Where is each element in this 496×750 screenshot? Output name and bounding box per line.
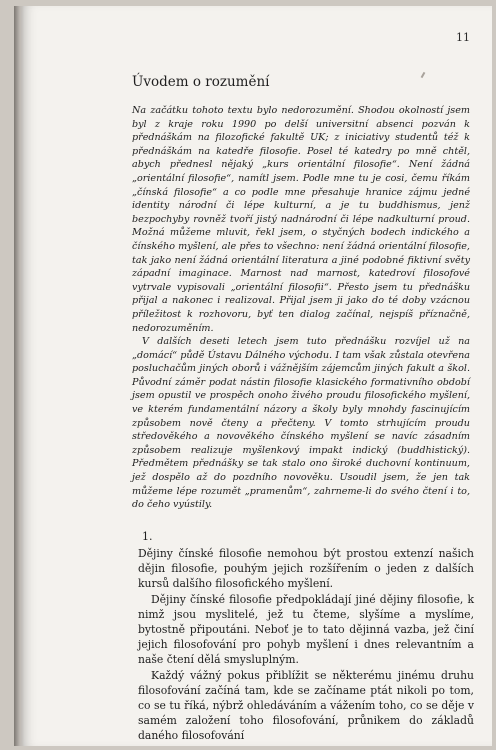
book-gutter <box>14 6 24 746</box>
chapter-heading: Úvodem o rozumění <box>132 74 270 90</box>
body-paragraph-2: Dějiny čínské filosofie předpokládají jiné dějiny filosofie, k nimž jsou myslitelé, jež tu čteme, slyšíme a myslíme, bytostně připoutáni. Neboť je to tato dějinná vazba, jež činí jejich filosofování pro pohyb myšlení i dnes relevantním a naše čtení dělá smysluplným. <box>138 592 474 667</box>
section-number: 1. <box>142 530 153 543</box>
italic-preface <box>132 104 470 512</box>
body-paragraph-1: Dějiny čínské filosofie nemohou být prostou extenzí našich dějin filosofie, pouhým jejich rozšířením o jeden z dalších kursů dalšího filosofického myšlení. <box>138 547 474 591</box>
section-body <box>138 546 474 744</box>
preface-paragraph-2: V dalších deseti letech jsem tuto přednášku rozvíjel už na „domácí“ půdě Ústavu Dálného východu. I tam však zůstala otevřena posluchačům jiných oborů i vážnějším zájemcům jiných fakult a škol. Původní záměr podat nástin filosofie klasického formativního období jsem opustil ve prospěch onoho živého proudu filosofického myšlení, ve kterém fundamentální názory a školy byly mnohdy fascinujícím způsobem nově čteny a přečteny. V tomto strhujícím proudu středověkého a novověkého čínského myšlení se navíc zásadním způsobem realizuje myšlenkový impakt indický (buddhistický). Předmětem přednášky se tak stalo ono široké duchovní kontinuum, jež dospělo až do pozdního novověku. Usoudil jsem, že jen tak můžeme lépe rozumět „pramenům“, zahrneme-li do svého čtení i to, do čeho vyústily. <box>132 336 470 511</box>
page-number: 11 <box>456 31 470 44</box>
pencil-mark <box>421 72 426 78</box>
preface-paragraph-1: Na začátku tohoto textu bylo nedorozumění. Shodou okolností jsem byl z kraje roku 1990 po delší universitní absenci pozván k přednáškám na filozofické fakultě UK; z iniciativy studentů též k přednáškám na katedře filosofie. Posel té katedry po mně chtěl, abych přednesl nějaký „kurs orientální filosofie“. Není žádná „orientální filosofie“, namítl jsem. Podle mne tu je cosi, čemu říkám „čínská filosofie“ a co podle mne přesahuje hranice zájmu jedné identity národní či lépe kulturní, a je tu buddhismus, jenž bezpochyby rovněž tvoří jistý nadnárodní či lépe nadkulturní proud. Možná můžeme mluvit, řekl jsem, o styčných bodech indického a čínského myšlení, ale přes to všechno: není žádná orientální filosofie, tak jako není žádná orientální literatura a jiné podobné fiktivní světy západní imaginace. Marnost nad marnost, katedroví filosofové vytrvale vypisovali „orientální filosofii“. Přesto jsem tu přednášku přijal a nakonec i realizoval. Přijal jsem ji jako do té doby vzácnou příležitost k rozhovoru, byť ten dialog začínal, nejspíš příznačně, nedorozuměním. <box>132 105 470 334</box>
book-page <box>14 6 492 746</box>
body-paragraph-3: Každý vážný pokus přiblížit se některému jinému druhu filosofování začíná tam, kde se začíname ptát nikoli po tom, co se tu říká, nýbrž ohledáváním a vážením toho, co se děje v samém založení toho filosofování, průnikem do základů daného filosofování <box>138 668 474 743</box>
